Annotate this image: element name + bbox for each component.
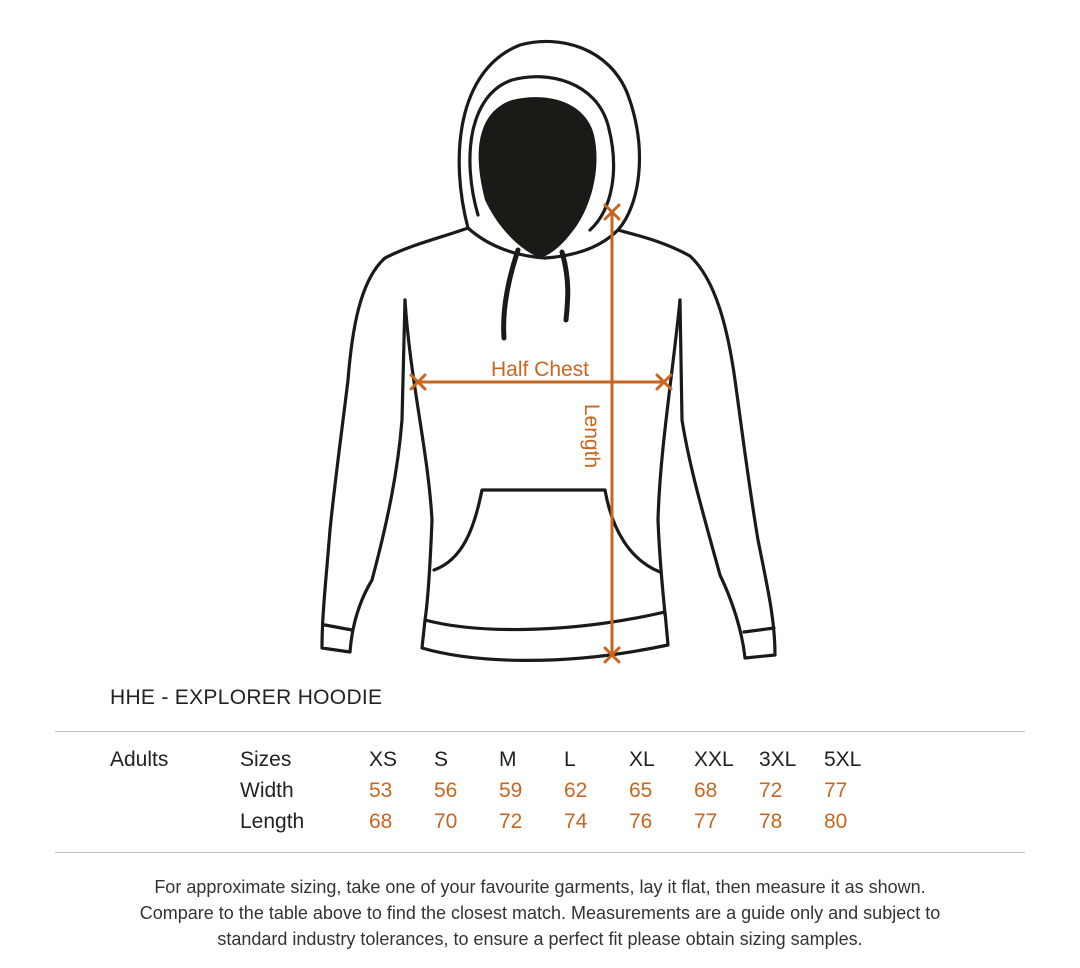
sizing-note-line: standard industry tolerances, to ensure a perfect fit please obtain sizing samples. <box>217 929 863 949</box>
kangaroo-pocket <box>434 490 660 572</box>
length-m: 72 <box>499 810 523 833</box>
width-5xl: 77 <box>824 779 848 802</box>
left-cuff <box>325 625 352 630</box>
length-3xl: 78 <box>759 810 783 833</box>
sizing-note <box>60 874 1020 952</box>
length-s: 70 <box>434 810 458 833</box>
table-top-divider <box>55 731 1025 732</box>
width-m: 59 <box>499 779 523 802</box>
torso-right <box>658 300 680 615</box>
width-xs: 53 <box>369 779 393 802</box>
body-outline <box>322 228 468 652</box>
width-xl: 65 <box>629 779 653 802</box>
sizing-note-line: Compare to the table above to find the closest match. Measurements are a guide only and subject to <box>139 903 941 923</box>
hood-interior <box>479 97 597 258</box>
length-row-label: Length <box>240 810 305 833</box>
drawstring-left <box>504 250 518 338</box>
group-label: Adults <box>110 748 169 771</box>
length-xs: 68 <box>369 810 393 833</box>
waistband <box>422 612 668 660</box>
width-label: Width <box>240 779 294 802</box>
size-xl: XL <box>629 748 655 771</box>
width-s: 56 <box>434 779 458 802</box>
size-l: L <box>564 748 576 771</box>
sizes-label: Sizes <box>240 748 292 771</box>
width-xxl: 68 <box>694 779 718 802</box>
length-xl: 76 <box>629 810 653 833</box>
size-s: S <box>434 748 449 771</box>
table-bottom-divider <box>55 852 1025 853</box>
size-xxl: XXL <box>694 748 734 771</box>
size-xs: XS <box>369 748 398 771</box>
right-cuff <box>744 628 774 632</box>
torso-left <box>405 300 432 620</box>
length-xxl: 77 <box>694 810 718 833</box>
sizing-note-line: For approximate sizing, take one of your favourite garments, lay it flat, then measure it as shown. <box>154 877 926 897</box>
right-side-outline <box>618 230 775 658</box>
drawstring-right <box>562 252 568 320</box>
size-3xl: 3XL <box>759 748 797 771</box>
width-3xl: 72 <box>759 779 783 802</box>
length-label: Length <box>580 403 603 469</box>
length-l: 74 <box>564 810 588 833</box>
half-chest-label: Half Chest <box>490 358 590 381</box>
size-5xl: 5XL <box>824 748 862 771</box>
width-l: 62 <box>564 779 588 802</box>
size-m: M <box>499 748 517 771</box>
product-title: HHE - EXPLORER HOODIE <box>110 686 383 709</box>
length-5xl: 80 <box>824 810 848 833</box>
